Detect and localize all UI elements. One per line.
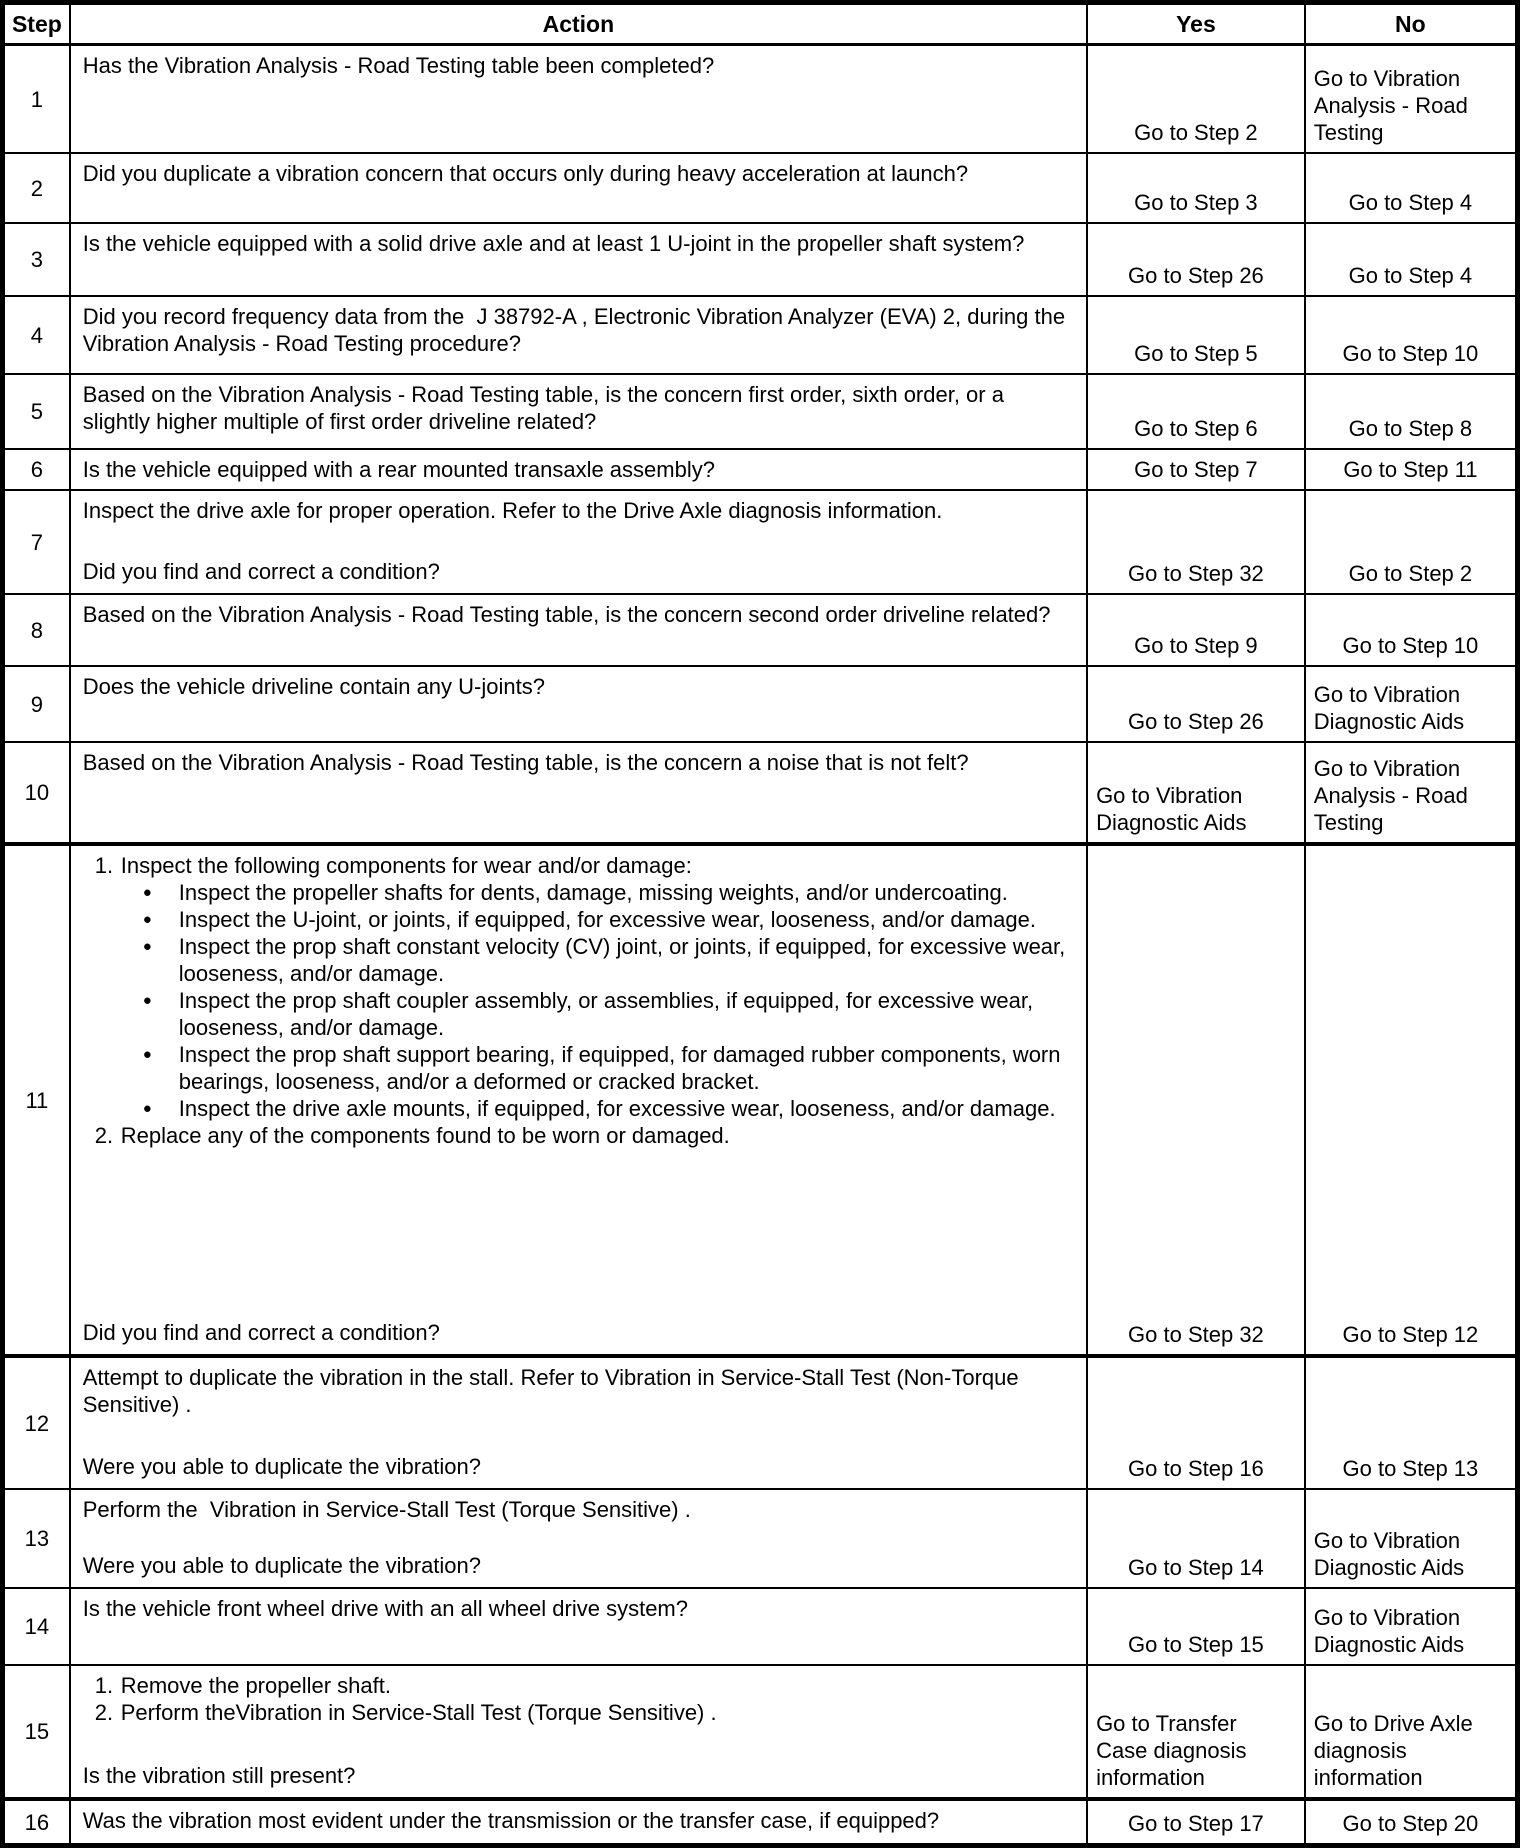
no-cell-text: Go to Vibration Diagnostic Aids	[1313, 682, 1465, 734]
item-text: Inspect the following components for wear and/or damage:	[120, 853, 692, 878]
bullet-text: Inspect the prop shaft constant velocity (CV) joint, or joints, if equipped, for excessive wear, looseness, and/or damage.	[178, 934, 1072, 986]
no-cell	[1305, 223, 1518, 296]
action-cell	[70, 1588, 1087, 1665]
no-cell-text: Go to Vibration Diagnostic Aids	[1313, 1605, 1465, 1657]
yes-cell-text: Go to Step 6	[1134, 416, 1258, 441]
bullet-dot-icon: ●	[142, 1100, 152, 1117]
bullet-text: Inspect the drive axle mounts, if equipped, for excessive wear, looseness, and/or damage.	[178, 1096, 1056, 1121]
yes-cell-text: Go to Step 3	[1134, 190, 1258, 215]
numbered-item	[95, 1672, 1072, 1699]
no-cell	[1305, 449, 1518, 490]
yes-cell	[1087, 1588, 1305, 1665]
yes-cell-text: Go to Step 9	[1134, 633, 1258, 658]
no-cell-text: Go to Step 12	[1342, 1322, 1479, 1347]
yes-cell	[1087, 594, 1305, 666]
bullet-item	[141, 1095, 1072, 1122]
action-content	[83, 673, 1072, 733]
bullet-dot-icon: ●	[142, 938, 152, 955]
yes-cell	[1087, 490, 1305, 594]
yes-cell	[1087, 666, 1305, 742]
item-number: 1.	[94, 1673, 114, 1698]
item-number: 2.	[94, 1123, 114, 1148]
yes-cell-text: Go to Transfer Case diagnosis information	[1096, 1711, 1247, 1790]
yes-cell-text: Go to Step 2	[1134, 120, 1258, 145]
yes-cell-text: Go to Step 26	[1128, 709, 1264, 734]
yes-cell-text: Go to Vibration Diagnostic Aids	[1096, 783, 1247, 835]
action-content	[83, 497, 1072, 585]
bullet-item	[141, 879, 1072, 906]
action-content	[83, 381, 1072, 440]
step-cell: 16	[3, 1799, 70, 1846]
table-row	[3, 296, 1518, 374]
table-row	[3, 1799, 1518, 1846]
yes-cell-text: Go to Step 14	[1128, 1555, 1264, 1580]
action-cell	[70, 45, 1087, 154]
action-cell	[70, 1799, 1087, 1846]
col-header-no: No	[1305, 3, 1518, 45]
no-cell	[1305, 844, 1518, 1356]
step-cell: 3	[3, 223, 70, 296]
action-content	[83, 749, 1072, 834]
action-paragraph: Does the vehicle driveline contain any U-joints?	[82, 674, 545, 699]
table-row	[3, 1356, 1518, 1489]
yes-cell	[1087, 449, 1305, 490]
step-cell: 11	[3, 844, 70, 1356]
action-content	[83, 1672, 1072, 1789]
no-cell-text: Go to Step 10	[1342, 341, 1479, 366]
numbered-item	[95, 1699, 1072, 1726]
action-paragraph: Based on the Vibration Analysis - Road Testing table, is the concern first order, sixth order, or a slightly higher multiple of first order driveline related?	[82, 382, 1011, 434]
no-cell-text: Go to Vibration Analysis - Road Testing	[1313, 66, 1468, 145]
step-cell: 15	[3, 1665, 70, 1799]
step-cell: 1	[3, 45, 70, 154]
action-content	[83, 303, 1072, 365]
yes-cell-text: Go to Step 32	[1128, 1322, 1264, 1347]
yes-cell-text: Go to Step 7	[1134, 457, 1258, 482]
action-paragraph: Inspect the drive axle for proper operation. Refer to the Drive Axle diagnosis information.	[82, 498, 943, 523]
numbered-item	[95, 852, 1072, 879]
step-cell: 12	[3, 1356, 70, 1489]
bullet-text: Inspect the U-joint, or joints, if equipped, for excessive wear, looseness, and/or damage.	[178, 907, 1036, 932]
no-cell	[1305, 45, 1518, 154]
action-paragraph: Is the vehicle equipped with a solid drive axle and at least 1 U-joint in the propeller shaft system?	[82, 231, 1025, 256]
no-cell-text: Go to Step 2	[1348, 561, 1473, 586]
step-cell: 10	[3, 742, 70, 844]
no-cell-text: Go to Step 4	[1348, 190, 1473, 215]
no-cell	[1305, 1489, 1518, 1588]
header-row	[3, 3, 1518, 45]
col-header-step: Step	[3, 3, 70, 45]
table-row	[3, 666, 1518, 742]
action-cell	[70, 742, 1087, 844]
action-cell	[70, 844, 1087, 1356]
action-cell	[70, 296, 1087, 374]
no-cell-text: Go to Step 13	[1342, 1456, 1479, 1481]
no-cell	[1305, 1665, 1518, 1799]
table-row	[3, 594, 1518, 666]
no-cell	[1305, 1588, 1518, 1665]
step-cell: 6	[3, 449, 70, 490]
table-row	[3, 844, 1518, 1356]
no-cell	[1305, 1799, 1518, 1846]
bullet-item	[141, 906, 1072, 933]
no-cell-text: Go to Vibration Analysis - Road Testing	[1313, 756, 1468, 835]
no-cell-text: Go to Vibration Diagnostic Aids	[1313, 1528, 1465, 1580]
no-cell	[1305, 374, 1518, 449]
action-content	[83, 601, 1072, 657]
yes-cell-text: Go to Step 17	[1128, 1811, 1264, 1836]
table-row	[3, 374, 1518, 449]
step-cell: 13	[3, 1489, 70, 1588]
action-question: Did you find and correct a condition?	[82, 559, 440, 584]
yes-cell	[1087, 374, 1305, 449]
yes-cell	[1087, 1665, 1305, 1799]
action-content	[83, 230, 1072, 287]
action-question: Were you able to duplicate the vibration?	[82, 1553, 482, 1578]
table-body	[3, 45, 1518, 1846]
numbered-item	[95, 1122, 1072, 1149]
action-cell	[70, 153, 1087, 223]
item-text: Replace any of the components found to be worn or damaged.	[120, 1123, 730, 1148]
no-cell	[1305, 1356, 1518, 1489]
action-question: Is the vibration still present?	[82, 1763, 356, 1788]
action-paragraph: Did you record frequency data from the J 38792-A , Electronic Vibration Analyzer (EVA) 2, during the Vibration Analysis - Road Testing procedure?	[82, 304, 1072, 356]
item-text: Perform theVibration in Service-Stall Test (Torque Sensitive) .	[120, 1700, 717, 1725]
bullet-text: Inspect the prop shaft coupler assembly, or assemblies, if equipped, for excessive wear, looseness, and/or damage.	[178, 988, 1040, 1040]
yes-cell	[1087, 223, 1305, 296]
action-cell	[70, 1665, 1087, 1799]
bullet-dot-icon: ●	[142, 911, 152, 928]
no-cell	[1305, 666, 1518, 742]
action-paragraph: Did you duplicate a vibration concern that occurs only during heavy acceleration at launch?	[82, 161, 969, 186]
yes-cell-text: Go to Step 32	[1128, 561, 1264, 586]
action-question: Did you find and correct a condition?	[82, 1320, 440, 1345]
table-row	[3, 45, 1518, 154]
no-cell	[1305, 742, 1518, 844]
action-content	[83, 1496, 1072, 1579]
action-paragraph: Based on the Vibration Analysis - Road Testing table, is the concern a noise that is not felt?	[82, 750, 969, 775]
yes-cell-text: Go to Step 26	[1128, 263, 1264, 288]
yes-cell	[1087, 742, 1305, 844]
action-paragraph: Perform the Vibration in Service-Stall Test (Torque Sensitive) .	[82, 1497, 691, 1522]
col-header-yes: Yes	[1087, 3, 1305, 45]
table-row	[3, 153, 1518, 223]
table-row	[3, 223, 1518, 296]
action-question: Were you able to duplicate the vibration?	[82, 1454, 482, 1479]
yes-cell	[1087, 844, 1305, 1356]
action-cell	[70, 374, 1087, 449]
yes-cell-text: Go to Step 5	[1134, 341, 1258, 366]
table-header	[3, 3, 1518, 45]
col-header-action: Action	[70, 3, 1087, 45]
yes-cell	[1087, 296, 1305, 374]
action-paragraph: Is the vehicle front wheel drive with an all wheel drive system?	[82, 1596, 688, 1621]
table-row	[3, 1489, 1518, 1588]
action-cell	[70, 223, 1087, 296]
action-content	[83, 160, 1072, 214]
bullet-dot-icon: ●	[142, 884, 152, 901]
no-cell-text: Go to Step 8	[1348, 416, 1473, 441]
yes-cell-text: Go to Step 15	[1128, 1632, 1264, 1657]
action-cell	[70, 1356, 1087, 1489]
item-number: 2.	[94, 1700, 114, 1725]
action-content	[83, 852, 1072, 1346]
action-paragraph: Has the Vibration Analysis - Road Testing table been completed?	[82, 53, 715, 78]
action-cell	[70, 490, 1087, 594]
bullet-item	[141, 933, 1072, 987]
step-cell: 5	[3, 374, 70, 449]
action-content	[83, 456, 1072, 481]
table-row	[3, 490, 1518, 594]
bullet-text: Inspect the prop shaft support bearing, if equipped, for damaged rubber components, worn bearings, looseness, and/or a deformed or cracked bracket.	[178, 1042, 1067, 1094]
action-paragraph: Attempt to duplicate the vibration in the stall. Refer to Vibration in Service-Stall Test (Non-Torque Sensitive) .	[82, 1365, 1025, 1417]
no-cell-text: Go to Step 10	[1342, 633, 1479, 658]
action-cell	[70, 594, 1087, 666]
bullet-dot-icon: ●	[142, 1046, 152, 1063]
table-row	[3, 1588, 1518, 1665]
action-content	[83, 52, 1072, 144]
no-cell-text: Go to Step 4	[1348, 263, 1473, 288]
item-text: Remove the propeller shaft.	[120, 1673, 391, 1698]
action-content	[83, 1595, 1072, 1656]
bullet-item	[141, 987, 1072, 1041]
no-cell-text: Go to Step 11	[1343, 457, 1478, 482]
yes-cell-text: Go to Step 16	[1128, 1456, 1264, 1481]
yes-cell	[1087, 45, 1305, 154]
step-cell: 8	[3, 594, 70, 666]
item-number: 1.	[94, 853, 114, 878]
action-cell	[70, 449, 1087, 490]
table-row	[3, 1665, 1518, 1799]
step-cell: 9	[3, 666, 70, 742]
action-cell	[70, 666, 1087, 742]
action-paragraph: Was the vibration most evident under the transmission or the transfer case, if equipped?	[82, 1808, 940, 1833]
action-cell	[70, 1489, 1087, 1588]
yes-cell	[1087, 1489, 1305, 1588]
table-row	[3, 742, 1518, 844]
action-paragraph: Based on the Vibration Analysis - Road Testing table, is the concern second order driveline related?	[82, 602, 1051, 627]
no-cell	[1305, 296, 1518, 374]
no-cell	[1305, 490, 1518, 594]
bullet-item	[141, 1041, 1072, 1095]
step-cell: 14	[3, 1588, 70, 1665]
step-cell: 2	[3, 153, 70, 223]
no-cell	[1305, 153, 1518, 223]
no-cell	[1305, 594, 1518, 666]
yes-cell	[1087, 1799, 1305, 1846]
action-content	[83, 1807, 1072, 1835]
bullet-dot-icon: ●	[142, 992, 152, 1009]
no-cell-text: Go to Step 20	[1342, 1811, 1479, 1836]
no-cell-text: Go to Drive Axle diagnosis information	[1313, 1711, 1473, 1790]
action-paragraph: Is the vehicle equipped with a rear mounted transaxle assembly?	[82, 457, 715, 482]
step-cell: 4	[3, 296, 70, 374]
yes-cell	[1087, 1356, 1305, 1489]
step-cell: 7	[3, 490, 70, 594]
action-content	[83, 1364, 1072, 1480]
yes-cell	[1087, 153, 1305, 223]
table-row	[3, 449, 1518, 490]
bullet-text: Inspect the propeller shafts for dents, damage, missing weights, and/or undercoating.	[178, 880, 1008, 905]
